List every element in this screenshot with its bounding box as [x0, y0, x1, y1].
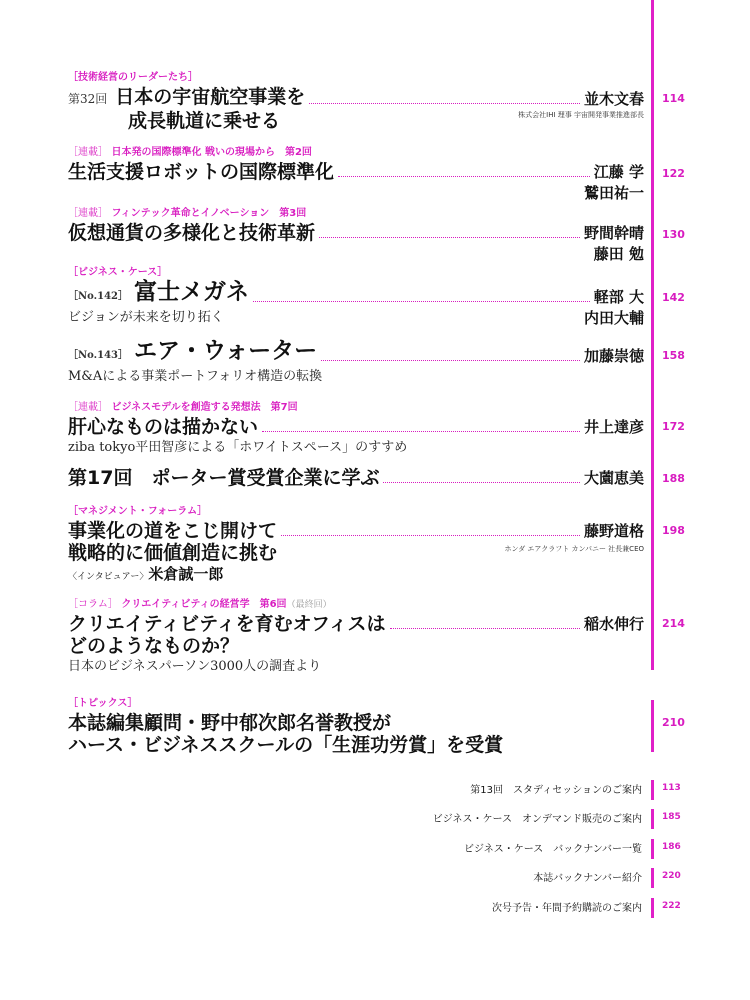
article-title: 肝心なものは描かない [68, 416, 259, 438]
article-title: 第17回 ポーター賞受賞企業に学ぶ [68, 467, 380, 489]
page-number: 158 [662, 349, 685, 362]
accent-bar [651, 780, 654, 800]
footer-page-number: 186 [662, 842, 681, 852]
author: 藤田 勉 [593, 245, 644, 263]
footer-page-number: 113 [662, 783, 681, 793]
author: 藤野道格 [583, 522, 644, 540]
dot-leader [253, 301, 590, 302]
topics-entry[interactable] [68, 696, 688, 756]
category-label: クリエイティビティの経営学 第6回 [121, 599, 287, 610]
category-bracket: ［連載］ [68, 402, 108, 413]
page-number: 214 [662, 617, 685, 630]
category-bracket: ［コラム］ [68, 599, 118, 610]
footer-item[interactable]: 第13回 スタディセッションのご案内 [470, 785, 642, 796]
category-bracket: ［連載］ [68, 147, 108, 158]
topics-title: 本誌編集顧問・野中郁次郎名誉教授が [68, 712, 392, 734]
article-title-line2: 成長軌道に乗せる [128, 110, 281, 132]
case-number: ［No.142］ [68, 291, 128, 302]
dot-leader [383, 482, 580, 483]
footer-item[interactable]: ビジネス・ケース オンデマンド販売のご案内 [432, 814, 642, 825]
article-title-line2: 戦略的に価値創造に挑む [68, 542, 278, 564]
article-title-line2: どのようなものか？ [68, 635, 240, 657]
page-number: 142 [662, 291, 685, 304]
article-subtitle: ziba tokyo平田智彦による「ホワイトスペース」のすすめ [68, 440, 408, 455]
toc-entry[interactable] [68, 145, 688, 202]
category-label: ビジネスモデルを創造する発想法 第7回 [111, 402, 298, 413]
author-note: ホンダ エアクラフト カンパニー 社長兼CEO [504, 545, 644, 553]
author: 並木文春 [583, 90, 644, 108]
accent-bar [651, 868, 654, 888]
dot-leader [390, 628, 580, 629]
author: 鷲田祐一 [583, 184, 644, 202]
dot-leader [321, 360, 580, 361]
footer-item[interactable]: 本誌バックナンバー紹介 [533, 873, 642, 884]
category-bracket: ［連載］ [68, 208, 108, 219]
dot-leader [281, 535, 580, 536]
author: 軽部 大 [593, 288, 644, 306]
toc-entry[interactable] [68, 340, 688, 386]
page-number: 114 [662, 92, 685, 105]
article-title: 事業化の道をこじ開けて [68, 520, 278, 542]
interviewer-label: 〈インタビュアー〉 [68, 572, 149, 582]
toc-entry[interactable] [68, 597, 688, 676]
accent-bar [651, 839, 654, 859]
article-title: クリエイティビティを育むオフィスは [68, 613, 386, 635]
article-subtitle: ビジョンが未来を切り拓く [68, 310, 224, 325]
category-label: ［トピックス］ [68, 698, 138, 709]
author: 内田大輔 [583, 309, 644, 327]
case-number: ［No.143］ [68, 350, 128, 361]
toc-entry[interactable] [68, 265, 688, 327]
author: 加藤崇徳 [583, 347, 644, 365]
interviewer: 米倉誠一郎 [148, 565, 224, 583]
toc-entry[interactable] [68, 70, 688, 132]
toc-entry[interactable] [68, 467, 688, 489]
author: 井上達彦 [583, 418, 644, 436]
author: 江藤 学 [593, 163, 644, 181]
dot-leader [309, 103, 580, 104]
page-number: 172 [662, 420, 685, 433]
author: 稲水伸行 [583, 615, 644, 633]
author-note: 株式会社IHI 理事 宇宙開発事業推進部長 [518, 111, 644, 119]
category-label: ［マネジメント・フォーラム］ [68, 506, 208, 517]
accent-bar [651, 809, 654, 829]
category-label: ［技術経営のリーダーたち］ [68, 72, 198, 83]
article-title: 日本の宇宙航空事業を [115, 86, 306, 108]
author: 野間幹晴 [583, 224, 644, 242]
page-number: 188 [662, 472, 685, 485]
dot-leader [319, 237, 580, 238]
page-number: 198 [662, 524, 685, 537]
footer-page-number: 185 [662, 812, 681, 822]
accent-bar [651, 898, 654, 918]
category-label: 日本発の国際標準化 戦いの現場から 第2回 [111, 147, 312, 158]
article-title: 生活支援ロボットの国際標準化 [68, 161, 335, 183]
toc-entry[interactable] [68, 400, 688, 457]
toc-entry[interactable] [68, 504, 688, 587]
page-number: 122 [662, 167, 685, 180]
footer-page-number: 220 [662, 871, 681, 881]
page-number: 210 [662, 716, 685, 729]
dot-leader [262, 431, 580, 432]
article-subtitle: M&Aによる事業ポートフォリオ構造の転換 [68, 369, 323, 384]
author: 大薗恵美 [583, 469, 644, 487]
episode-label: 第32回 [68, 92, 108, 106]
toc-entry[interactable] [68, 206, 688, 263]
category-note: （最終回） [286, 600, 332, 610]
dot-leader [338, 176, 590, 177]
article-title: エア・ウォーター [134, 338, 318, 364]
footer-page-number: 222 [662, 901, 681, 911]
category-label: ［ビジネス・ケース］ [68, 267, 168, 278]
topics-title-line2: ハース・ビジネススクールの「生涯功労賞」を受賞 [68, 734, 504, 756]
article-subtitle: 日本のビジネスパーソン3000人の調査より [68, 659, 322, 674]
category-label: フィンテック革命とイノベーション 第3回 [111, 208, 307, 219]
page-number: 130 [662, 228, 685, 241]
article-title: 富士メガネ [134, 279, 249, 305]
footer-item[interactable]: 次号予告・年間予約購読のご案内 [492, 903, 642, 914]
footer-item[interactable]: ビジネス・ケース バックナンバー一覧 [464, 844, 642, 855]
article-title: 仮想通貨の多様化と技術革新 [68, 222, 316, 244]
